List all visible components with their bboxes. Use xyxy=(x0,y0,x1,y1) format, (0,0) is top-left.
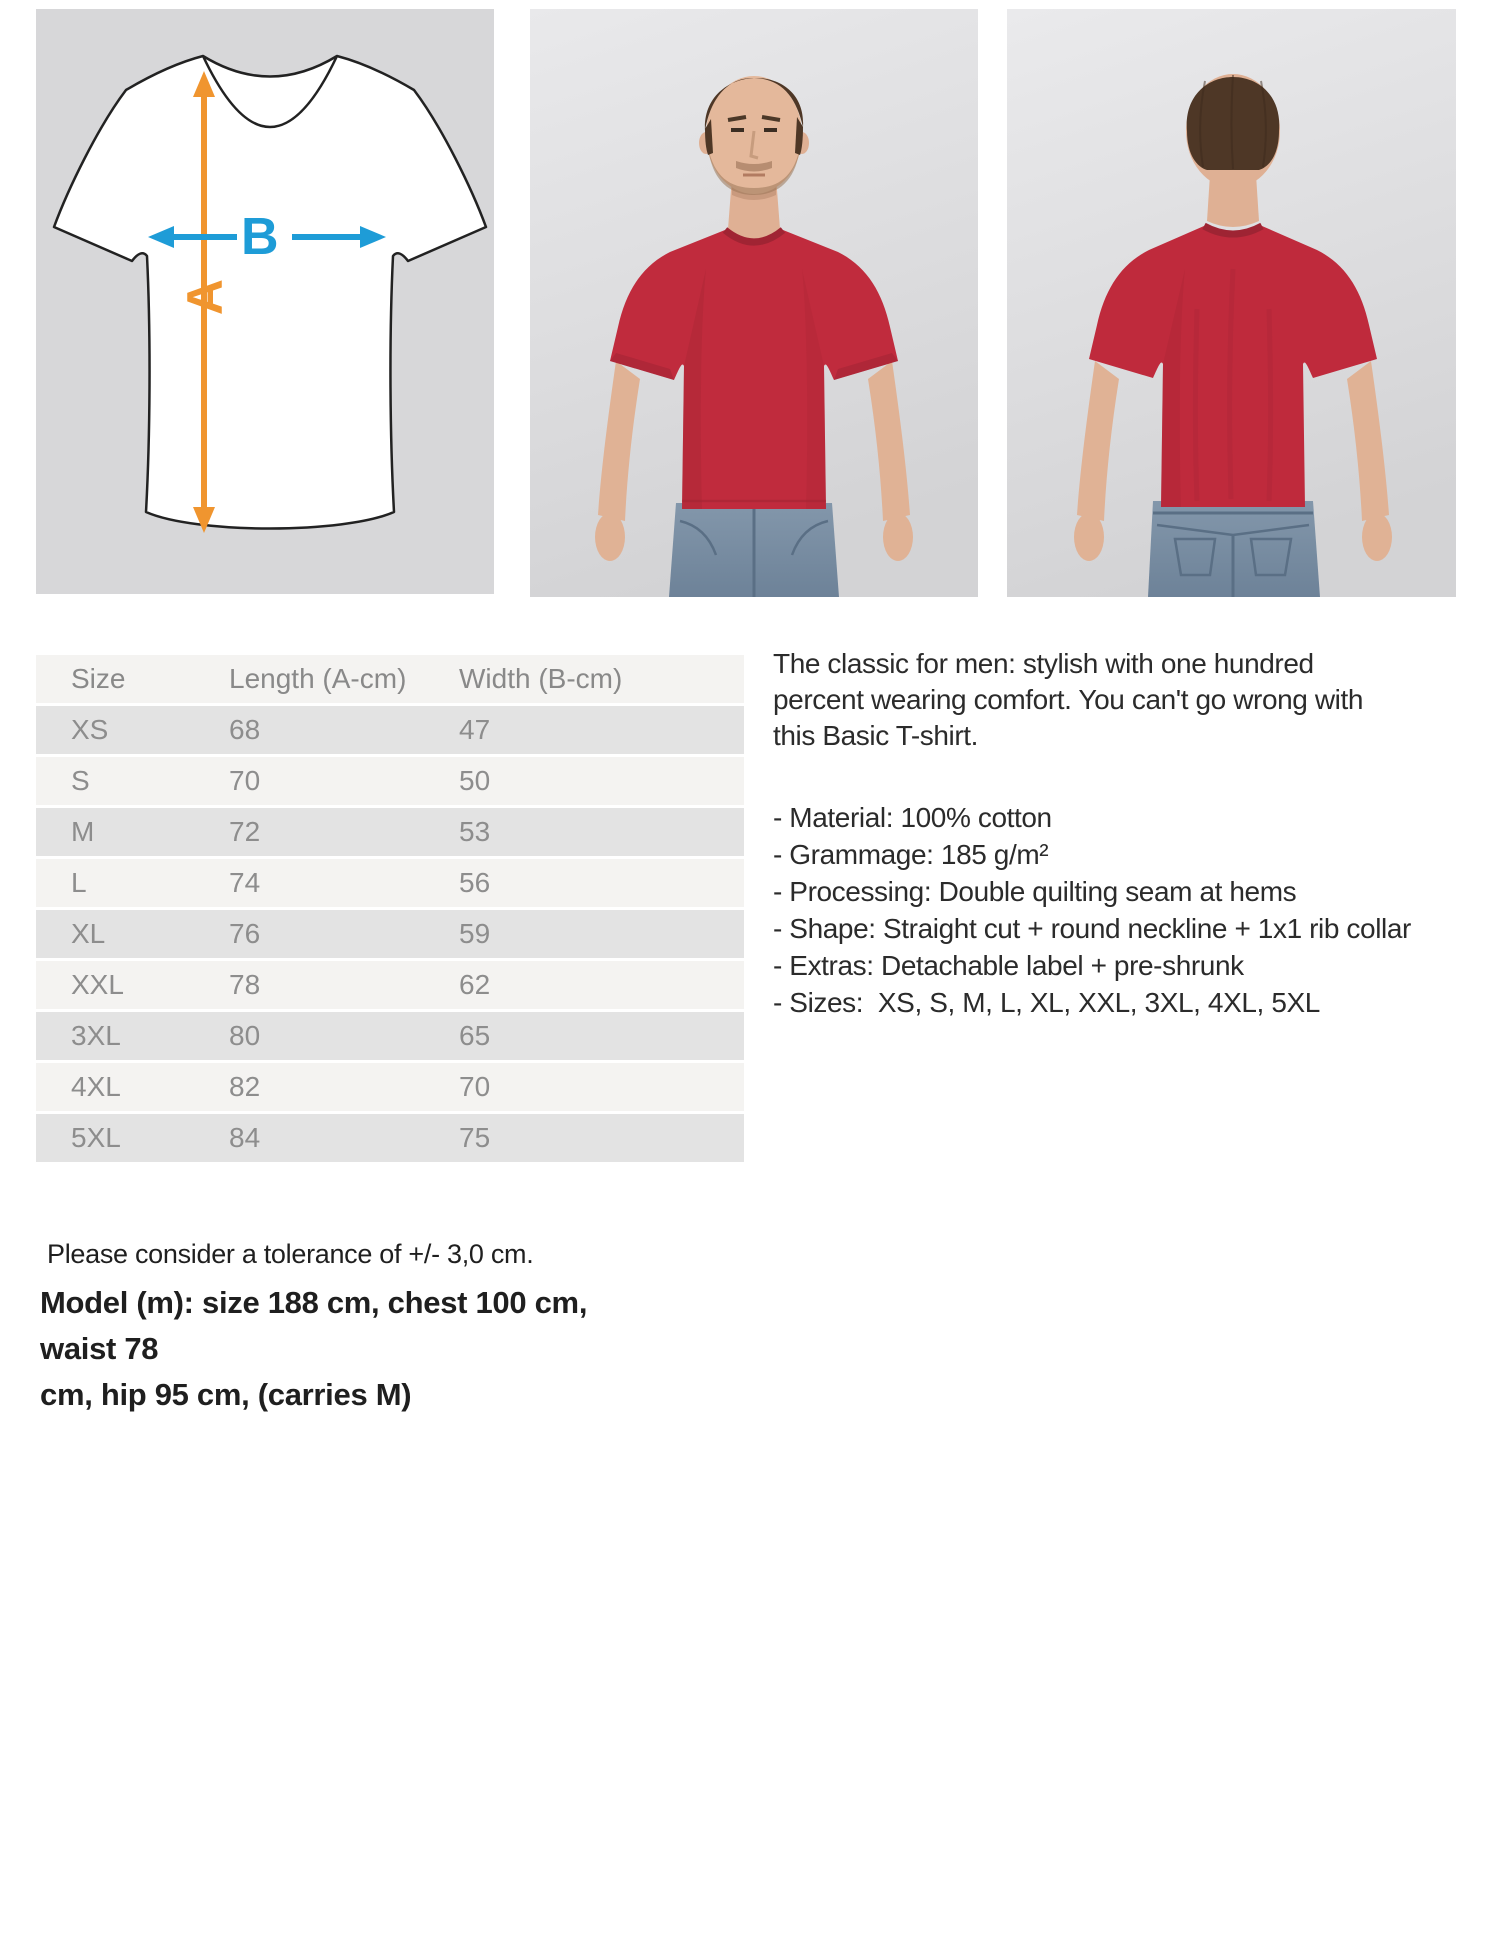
length-cell: 70 xyxy=(194,757,424,805)
table-row xyxy=(36,757,744,805)
product-feature-list xyxy=(773,799,1473,1021)
size-cell: 5XL xyxy=(36,1114,194,1162)
table-row xyxy=(36,1114,744,1162)
tshirt-outline-diagram xyxy=(36,9,494,594)
size-diagram-panel xyxy=(36,9,494,594)
length-cell: 76 xyxy=(194,910,424,958)
feature-grammage: - Grammage: 185 g/m² xyxy=(773,839,1049,870)
model-front-illustration xyxy=(530,9,978,597)
length-cell: 84 xyxy=(194,1114,424,1162)
paragraph-line: percent wearing comfort. You can't go wrong with xyxy=(773,684,1364,715)
length-cell: 78 xyxy=(194,961,424,1009)
length-cell: 72 xyxy=(194,808,424,856)
feature-sizes: - Sizes: XS, S, M, L, XL, XXL, 3XL, 4XL, 5XL xyxy=(773,987,1320,1018)
description-paragraph xyxy=(773,646,1473,754)
width-cell: 50 xyxy=(424,757,744,805)
model-measurements-line: cm, hip 95 cm, (carries M) xyxy=(40,1377,412,1412)
feature-shape: - Shape: Straight cut + round neckline + 1x1 rib collar xyxy=(773,913,1411,944)
tolerance-note: Please consider a tolerance of +/- 3,0 cm. xyxy=(47,1239,534,1269)
length-cell: 68 xyxy=(194,706,424,754)
model-photo-back xyxy=(1007,9,1456,594)
length-cell: 74 xyxy=(194,859,424,907)
size-cell: 4XL xyxy=(36,1063,194,1111)
feature-material: - Material: 100% cotton xyxy=(773,802,1052,833)
width-cell: 62 xyxy=(424,961,744,1009)
width-cell: 56 xyxy=(424,859,744,907)
width-cell: 65 xyxy=(424,1012,744,1060)
width-cell: 53 xyxy=(424,808,744,856)
table-row xyxy=(36,859,744,907)
model-photo-front xyxy=(530,9,978,594)
jeans-front xyxy=(669,503,839,597)
width-cell: 47 xyxy=(424,706,744,754)
table-row xyxy=(36,1063,744,1111)
size-cell: M xyxy=(36,808,194,856)
width-cell: 75 xyxy=(424,1114,744,1162)
width-cell: 70 xyxy=(424,1063,744,1111)
size-table-header-width: Width (B-cm) xyxy=(424,655,744,703)
size-cell: XXL xyxy=(36,961,194,1009)
size-table-header-length: Length (A-cm) xyxy=(194,655,424,703)
model-back-illustration xyxy=(1007,9,1456,597)
measurement-label-b: B xyxy=(241,208,279,266)
size-table-header-size: Size xyxy=(36,655,194,703)
model-measurements-line: Model (m): size 188 cm, chest 100 cm, waist 78 xyxy=(40,1285,588,1366)
paragraph-line: The classic for men: stylish with one hundred xyxy=(773,648,1314,679)
table-row xyxy=(36,1012,744,1060)
size-cell: 3XL xyxy=(36,1012,194,1060)
size-cell: S xyxy=(36,757,194,805)
width-cell: 59 xyxy=(424,910,744,958)
size-table xyxy=(36,652,744,1165)
table-row xyxy=(36,910,744,958)
size-table-header-row xyxy=(36,655,744,703)
table-row xyxy=(36,961,744,1009)
jeans-back xyxy=(1148,501,1320,597)
table-row xyxy=(36,706,744,754)
size-cell: XL xyxy=(36,910,194,958)
feature-processing: - Processing: Double quilting seam at hems xyxy=(773,876,1297,907)
feature-extras: - Extras: Detachable label + pre-shrunk xyxy=(773,950,1244,981)
footnotes xyxy=(40,1238,630,1418)
paragraph-line: this Basic T-shirt. xyxy=(773,720,979,751)
length-cell: 82 xyxy=(194,1063,424,1111)
size-cell: XS xyxy=(36,706,194,754)
model-head-back xyxy=(1186,74,1280,188)
size-cell: L xyxy=(36,859,194,907)
measurement-label-a: A xyxy=(177,278,233,316)
length-cell: 80 xyxy=(194,1012,424,1060)
product-description xyxy=(773,646,1473,1021)
model-measurements xyxy=(40,1280,630,1418)
table-row xyxy=(36,808,744,856)
